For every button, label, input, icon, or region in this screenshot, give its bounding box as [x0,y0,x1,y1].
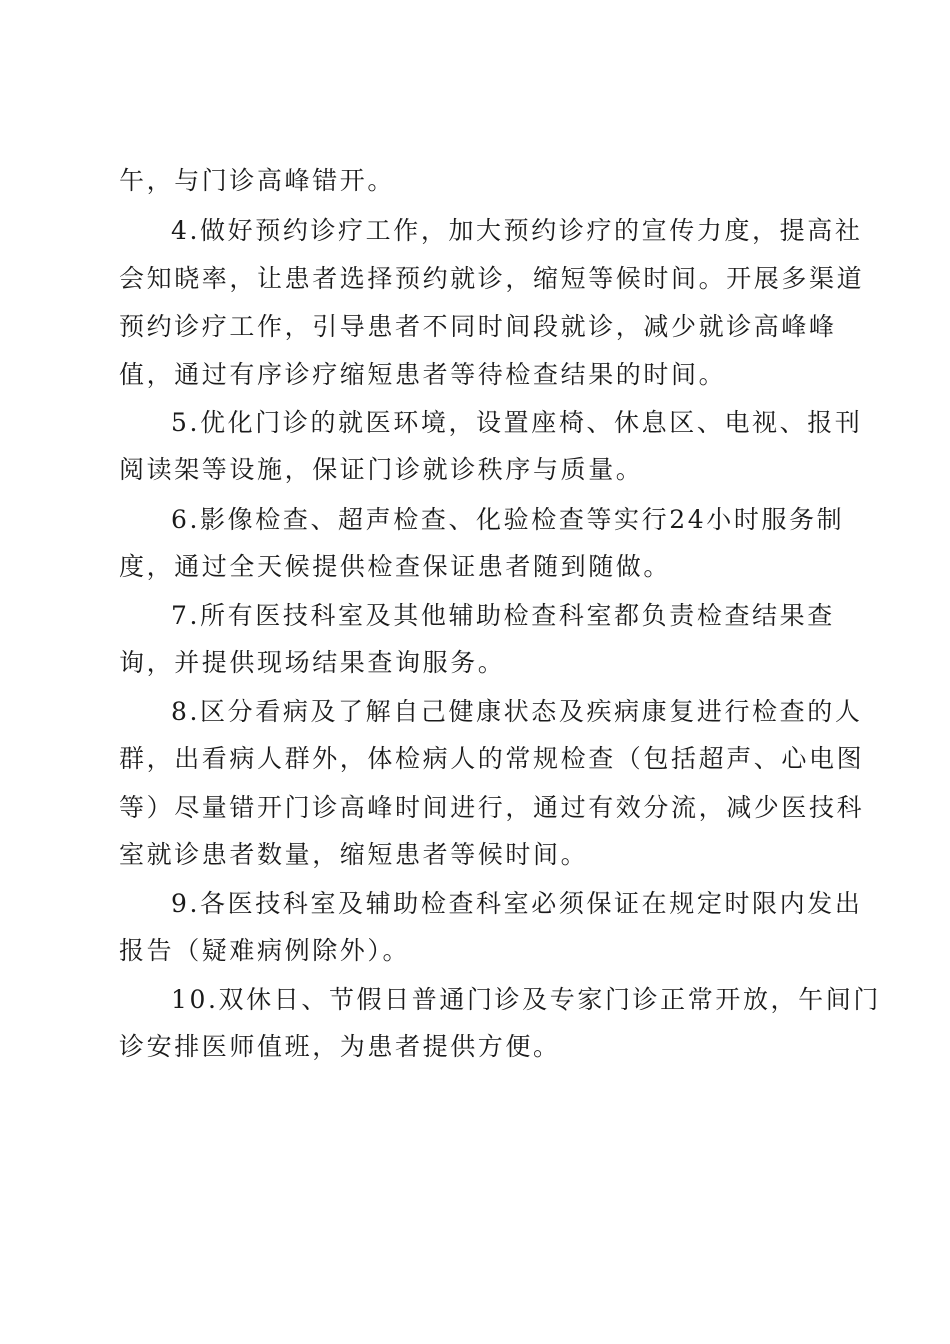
text-line: 6.影像检查、超声检查、化验检查等实行24小时服务制 [171,505,845,534]
text-line: 值，通过有序诊疗缩短患者等待检查结果的时间。 [119,360,727,389]
text-line: 报告（疑难病例除外）。 [119,936,411,965]
text-line: 询，并提供现场结果查询服务。 [119,648,506,677]
text-line: 7.所有医技科室及其他辅助检查科室都负责检查结果查 [171,601,835,630]
text-line: 4.做好预约诊疗工作，加大预约诊疗的宣传力度，提高社 [171,216,863,245]
text-line: 室就诊患者数量，缩短患者等候时间。 [119,840,589,869]
text-line: 阅读架等设施，保证门诊就诊秩序与质量。 [119,455,644,484]
text-line: 预约诊疗工作，引导患者不同时间段就诊，减少就诊高峰峰 [119,312,837,341]
text-line: 等）尽量错开门诊高峰时间进行，通过有效分流，减少医技科 [119,793,865,822]
text-line: 群，出看病人群外，体检病人的常规检查（包括超声、心电图 [119,744,865,773]
text-line: 5.优化门诊的就医环境，设置座椅、休息区、电视、报刊 [171,408,863,437]
text-line: 诊安排医师值班，为患者提供方便。 [119,1032,561,1061]
text-line: 10.双休日、节假日普通门诊及专家门诊正常开放，午间门 [171,985,881,1014]
text-line: 会知晓率，让患者选择预约就诊，缩短等候时间。开展多渠道 [119,264,865,293]
text-line: 度，通过全天候提供检查保证患者随到随做。 [119,552,672,581]
text-line: 9.各医技科室及辅助检查科室必须保证在规定时限内发出 [171,889,863,918]
text-line: 8.区分看病及了解自己健康状态及疾病康复进行检查的人 [171,697,863,726]
text-line: 午，与门诊高峰错开。 [119,166,396,195]
